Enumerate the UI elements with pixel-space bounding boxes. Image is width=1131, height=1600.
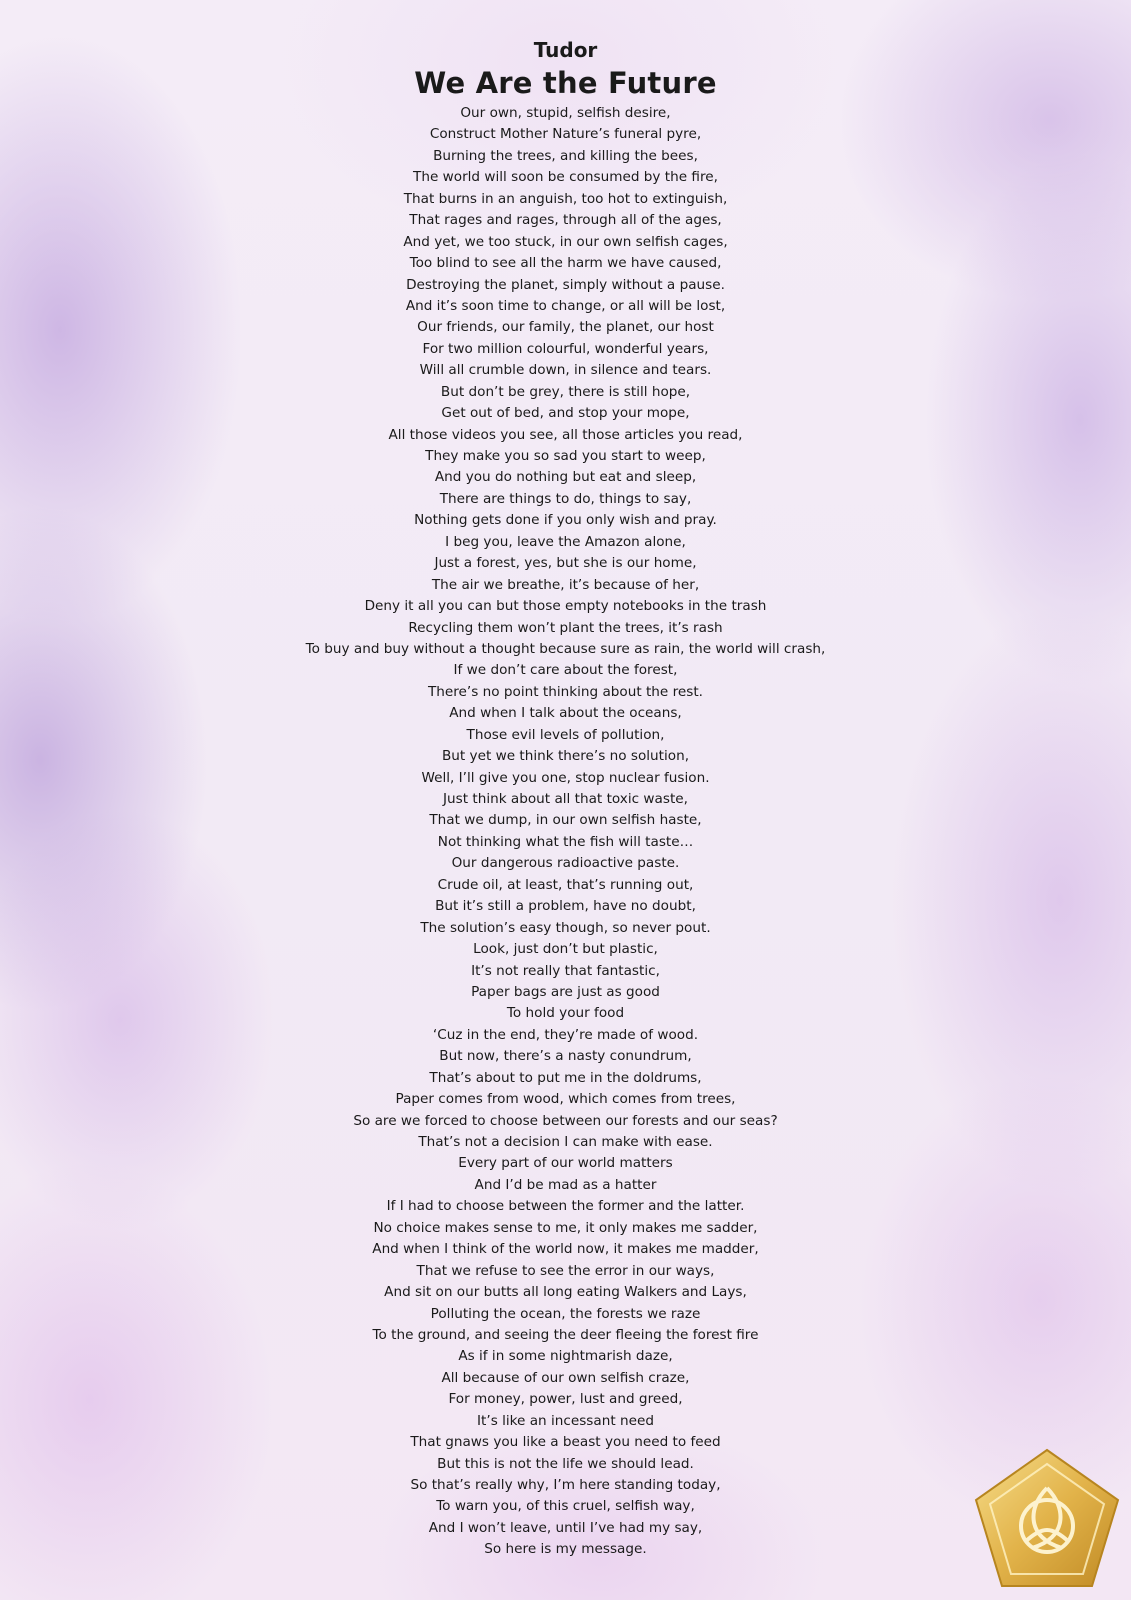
poem-line: Those evil levels of pollution, <box>466 726 665 743</box>
poem-line: To the ground, and seeing the deer fleeing the forest fire <box>372 1326 759 1343</box>
poem-line: I beg you, leave the Amazon alone, <box>445 533 686 550</box>
poem-line: That rages and rages, through all of the ages, <box>409 212 722 229</box>
poem-line: Look, just don’t but plastic, <box>473 941 658 958</box>
poem-line: Get out of bed, and stop your mope, <box>441 405 690 422</box>
poem-line: To buy and buy without a thought because sure as rain, the world will crash, <box>305 640 826 657</box>
poem-line: Burning the trees, and killing the bees, <box>433 147 698 164</box>
poem-line: The world will soon be consumed by the fire, <box>413 169 718 186</box>
poem-line: That we refuse to see the error in our ways, <box>416 1262 715 1279</box>
poem-line: But now, there’s a nasty conundrum, <box>439 1048 692 1065</box>
poem-line: Just a forest, yes, but she is our home, <box>434 555 697 572</box>
poem-line: Deny it all you can but those empty notebooks in the trash <box>364 598 767 615</box>
poem-line: That gnaws you like a beast you need to feed <box>410 1434 721 1451</box>
poem-line: And you do nothing but eat and sleep, <box>434 469 697 486</box>
poem-line: And I won’t leave, until I’ve had my say, <box>428 1519 703 1536</box>
poem-line: Will all crumble down, in silence and tears. <box>419 362 712 379</box>
poem-line: But it’s still a problem, have no doubt, <box>435 898 696 915</box>
poem-line: That’s not a decision I can make with ease. <box>418 1134 713 1150</box>
poem-line: No choice makes sense to me, it only makes me sadder, <box>373 1219 758 1236</box>
poem-line: And when I talk about the oceans, <box>449 705 682 722</box>
poem-line: It’s not really that fantastic, <box>471 962 660 979</box>
poem-line: As if in some nightmarish daze, <box>458 1348 673 1365</box>
poem-line: But this is not the life we should lead. <box>437 1455 694 1472</box>
poem-line: Polluting the ocean, the forests we raze <box>430 1305 701 1322</box>
poem-line: If we don’t care about the forest, <box>453 662 678 679</box>
poem-line: For money, power, lust and greed, <box>448 1391 683 1408</box>
poem-line: Nothing gets done if you only wish and pray. <box>414 512 717 529</box>
poem-line: And I’d be mad as a hatter <box>474 1176 657 1193</box>
poem-line: All those videos you see, all those articles you read, <box>388 426 743 443</box>
poem-line: Just think about all that toxic waste, <box>443 791 688 807</box>
poem-line: That’s about to put me in the doldrums, <box>429 1069 702 1086</box>
poem-line: So here is my message. <box>484 1541 647 1558</box>
poem-line: They make you so sad you start to weep, <box>425 448 706 464</box>
poem-line: It’s like an incessant need <box>477 1412 654 1429</box>
poem-line: That we dump, in our own selfish haste, <box>429 812 702 829</box>
poem-line: Well, I’ll give you one, stop nuclear fusion. <box>421 769 710 786</box>
poem-line: And sit on our butts all long eating Walkers and Lays, <box>384 1284 747 1301</box>
poem-line: To hold your food <box>506 1005 625 1022</box>
poem-line: And when I think of the world now, it makes me madder, <box>372 1241 759 1258</box>
poem-line: And yet, we too stuck, in our own selfish cages, <box>403 233 728 250</box>
poem-line: Recycling them won’t plant the trees, it’s rash <box>408 619 723 636</box>
poem-title: We Are the Future <box>414 66 717 100</box>
poem-line: Destroying the planet, simply without a pause. <box>406 276 725 293</box>
poem-line: For two million colourful, wonderful years, <box>422 340 709 357</box>
poem-line: There’s no point thinking about the rest. <box>427 683 703 700</box>
poem-line: Our own, stupid, selfish desire, <box>460 105 671 121</box>
poem-line: Paper bags are just as good <box>471 983 660 1000</box>
poem-line: But don’t be grey, there is still hope, <box>440 383 691 400</box>
poem-line: Our friends, our family, the planet, our host <box>417 319 714 336</box>
poem-line: Paper comes from wood, which comes from trees, <box>395 1091 736 1108</box>
poem-line: There are things to do, things to say, <box>439 490 692 507</box>
poem-line: But yet we think there’s no solution, <box>441 748 690 765</box>
poem-line: That burns in an anguish, too hot to extinguish, <box>403 190 728 207</box>
poem-lines <box>0 103 1131 1561</box>
poem-line: So that’s really why, I’m here standing today, <box>410 1477 721 1493</box>
poem-line: The solution’s easy though, so never pout. <box>420 919 711 936</box>
poem-line: And it’s soon time to change, or all will be lost, <box>405 297 726 314</box>
poem-line: If I had to choose between the former and the latter. <box>386 1198 745 1215</box>
poem-line: Not thinking what the fish will taste… <box>437 833 694 850</box>
poem-line: The air we breathe, it’s because of her, <box>431 576 700 593</box>
poem-line: Construct Mother Nature’s funeral pyre, <box>429 126 702 143</box>
poem-line: Every part of our world matters <box>458 1155 673 1172</box>
poem-line: Too blind to see all the harm we have caused, <box>409 255 722 272</box>
poem-author: Tudor <box>533 38 598 62</box>
poem-line: ‘Cuz in the end, they’re made of wood. <box>432 1026 699 1043</box>
poem-line: Crude oil, at least, that’s running out, <box>437 876 694 893</box>
poem-line: To warn you, of this cruel, selfish way, <box>436 1498 695 1515</box>
poem-line: So are we forced to choose between our forests and our seas? <box>353 1112 778 1129</box>
poem <box>0 36 1131 1561</box>
poem-line: Our dangerous radioactive paste. <box>451 855 680 872</box>
triquetra-pentagon-icon <box>972 1446 1122 1590</box>
poem-line: All because of our own selfish craze, <box>441 1369 690 1386</box>
